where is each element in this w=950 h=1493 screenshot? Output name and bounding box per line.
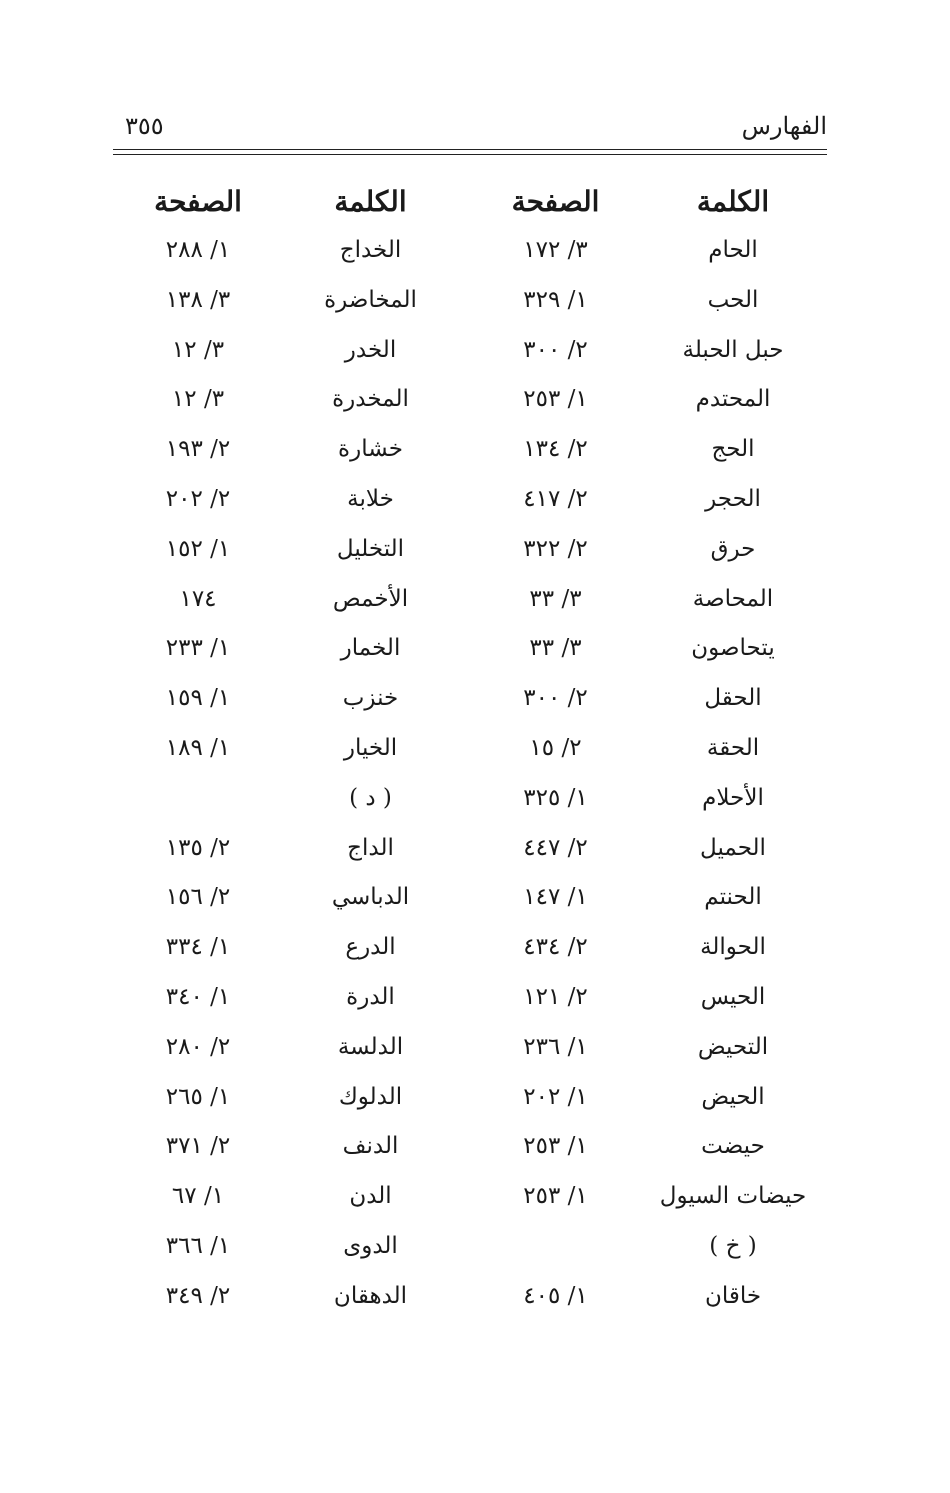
right-entry-word: الحقة: [706, 734, 760, 761]
right-entry-word: الحيض: [701, 1083, 765, 1110]
left-entry-page: ١/ ١٨٩: [165, 734, 231, 761]
left-entry-word: ( د ): [349, 784, 392, 811]
index-row: [113, 1122, 827, 1172]
index-row: [113, 475, 827, 525]
right-entry-word: خاقان: [704, 1282, 762, 1309]
left-entry-word: الدلوك: [338, 1083, 403, 1110]
left-entry-word: خنزب: [342, 685, 399, 712]
right-entry-word: المحتدم: [695, 386, 771, 413]
left-entry-page: ١/ ١٥٩: [165, 685, 231, 712]
right-word-header: الكلمة: [696, 185, 770, 218]
left-entry-word: الدهقان: [333, 1282, 408, 1309]
right-entry-page: ٣/ ٣٣: [529, 585, 582, 612]
right-entry-page: ١/ ٤٠٥: [523, 1282, 588, 1309]
left-entry-word: الدلسة: [337, 1033, 404, 1060]
right-entry-page: ٣/ ٣٣: [529, 635, 582, 662]
right-entry-page: ١/ ٢٥٣: [523, 386, 588, 413]
right-entry-page: ١/ ٢٠٢: [523, 1083, 588, 1110]
index-row: [113, 226, 827, 276]
right-entry-word: يتحاصون: [691, 635, 775, 662]
right-entry-word: التحيض: [697, 1033, 769, 1060]
right-entry-word: الحوالة: [700, 934, 766, 961]
right-entry-page: ١/ ١٤٧: [523, 884, 588, 911]
right-entry-page: ٢/ ١٢١: [523, 983, 588, 1010]
left-word-header: الكلمة: [334, 185, 407, 218]
index-row: [113, 1023, 827, 1073]
left-entry-page: ٢/ ٣٤٩: [165, 1282, 231, 1309]
left-entry-word: المخدرة: [332, 386, 409, 413]
right-entry-page: ٢/ ٤٣٤: [523, 934, 588, 961]
right-entry-word: الحميل: [700, 834, 766, 861]
left-entry-page: ٢/ ٢٨٠: [165, 1033, 231, 1060]
right-entry-word: حرق: [710, 535, 756, 562]
left-entry-page: ٣/ ١٢: [171, 336, 225, 363]
left-entry-page: ١/ ٢٦٥: [165, 1083, 231, 1110]
right-entry-page: ٢/ ٤١٧: [523, 485, 588, 512]
index-row: [113, 425, 827, 475]
right-entry-word: الحيس: [700, 983, 766, 1010]
header-rule-bottom: [113, 154, 827, 155]
right-entry-word: المحاصة: [692, 585, 774, 612]
right-entry-word: حيضت: [701, 1133, 765, 1160]
left-entry-word: الأخمص: [332, 585, 409, 612]
right-entry-page: ٢/ ١٥: [529, 734, 582, 761]
index-row: [113, 973, 827, 1023]
left-entry-page: ١/ ٢٣٣: [165, 635, 231, 662]
index-row: [113, 1272, 827, 1322]
right-entry-word: الحنتم: [704, 884, 762, 911]
left-entry-word: خلابة: [347, 485, 394, 512]
left-entry-word: الدرع: [345, 934, 396, 961]
right-entry-page: ٢/ ٤٤٧: [523, 834, 588, 861]
index-row: [113, 923, 827, 973]
left-entry-page: ٣/ ١٢: [171, 386, 225, 413]
left-entry-word: الدن: [349, 1183, 392, 1210]
left-entry-word: الخدر: [344, 336, 397, 363]
index-header-row: [113, 178, 827, 226]
index-row: [113, 1073, 827, 1123]
left-entry-page: ٢/ ٣٧١: [165, 1133, 231, 1160]
left-entry-page: ٢/ ١٣٥: [165, 834, 231, 861]
right-entry-page: ٢/ ٣٠٠: [523, 685, 588, 712]
right-entry-word: حيضات السيول: [659, 1183, 807, 1210]
right-entry-page: ١/ ٢٣٦: [523, 1033, 588, 1060]
right-entry-page: ١/ ٣٢٥: [523, 784, 588, 811]
index-row: [113, 1172, 827, 1222]
running-head-title: الفهارس: [741, 112, 827, 140]
left-entry-page: ١/ ١٥٢: [165, 535, 231, 562]
page-number: ٣٥٥: [125, 112, 164, 140]
left-entry-word: خشارة: [338, 436, 403, 463]
right-entry-word: ( خ ): [709, 1232, 757, 1259]
index-row: [113, 824, 827, 874]
left-entry-word: الداج: [347, 834, 394, 861]
left-entry-word: الدرة: [346, 983, 395, 1010]
right-entry-page: ١/ ٢٥٣: [523, 1133, 588, 1160]
running-head: [113, 112, 827, 148]
index-row: [113, 276, 827, 326]
left-entry-page: ١/ ٢٨٨: [165, 237, 231, 263]
left-entry-word: المخاضرة: [324, 286, 417, 313]
index-row: [113, 525, 827, 575]
right-page-header: الصفحة: [511, 185, 600, 218]
right-entry-word: الحام: [708, 237, 758, 263]
left-entry-word: الدباسي: [331, 884, 410, 911]
left-entry-page: ١٧٤: [179, 585, 217, 612]
left-entry-word: الخداج: [339, 237, 402, 263]
left-entry-page: ١/ ٣٣٤: [165, 934, 231, 961]
index-row: [113, 326, 827, 376]
index-row: [113, 873, 827, 923]
index-row: [113, 624, 827, 674]
right-entry-word: الحجر: [705, 485, 761, 512]
index-table: [113, 178, 827, 1322]
index-row: [113, 724, 827, 774]
left-entry-page: ١/ ٦٧: [171, 1183, 225, 1210]
right-entry-word: الحب: [707, 286, 759, 313]
left-page-header: الصفحة: [154, 185, 242, 218]
right-entry-page: ٢/ ٣٠٠: [523, 336, 588, 363]
left-entry-page: ٢/ ٢٠٢: [165, 485, 231, 512]
left-entry-word: التخليل: [336, 535, 405, 562]
right-entry-page: ١/ ٢٥٣: [523, 1183, 588, 1210]
left-entry-page: ٢/ ١٩٣: [165, 436, 231, 463]
right-entry-page: ١/ ٣٢٩: [523, 286, 588, 313]
left-entry-page: ٣/ ١٣٨: [165, 286, 231, 313]
left-entry-page: ١/ ٣٤٠: [165, 983, 231, 1010]
left-entry-word: الدوى: [343, 1232, 398, 1259]
left-entry-word: الدنف: [342, 1133, 399, 1160]
index-row: [113, 575, 827, 625]
index-row: [113, 774, 827, 824]
left-entry-word: الخمار: [340, 635, 401, 662]
right-entry-word: حبل الحبلة: [682, 336, 784, 363]
right-entry-page: ٢/ ١٣٤: [523, 436, 588, 463]
header-rule-top: [113, 149, 827, 150]
left-entry-page: ٢/ ١٥٦: [165, 884, 231, 911]
right-entry-word: الحقل: [704, 685, 762, 712]
left-entry-word: الخيار: [343, 734, 398, 761]
right-entry-word: الأحلام: [702, 784, 764, 811]
index-row: [113, 375, 827, 425]
index-row: [113, 1222, 827, 1272]
right-entry-word: الحج: [711, 436, 755, 463]
right-entry-page: ٢/ ٣٢٢: [523, 535, 588, 562]
index-row: [113, 674, 827, 724]
left-entry-page: ١/ ٣٦٦: [165, 1232, 231, 1259]
right-entry-page: ٣/ ١٧٢: [523, 237, 588, 263]
